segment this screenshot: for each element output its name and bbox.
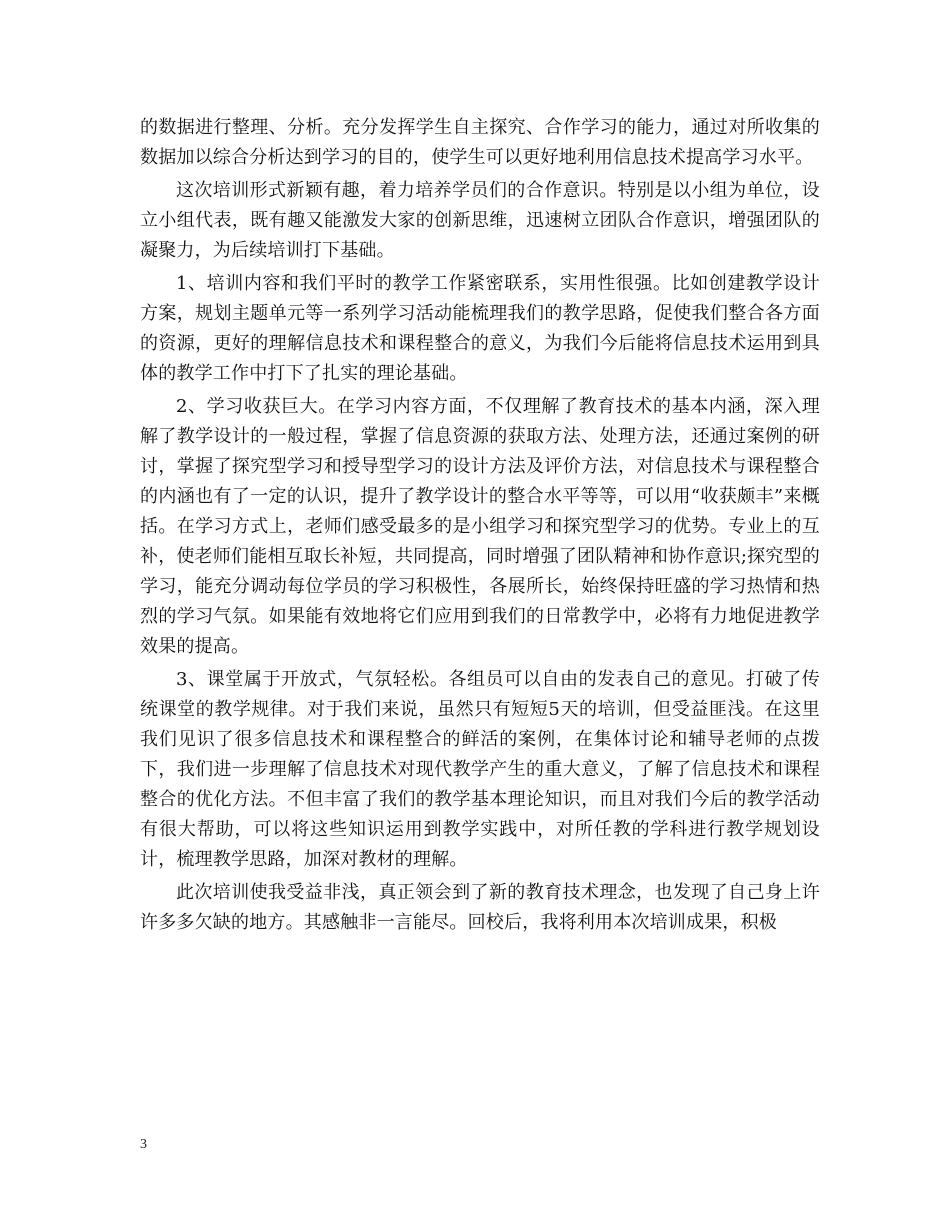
paragraph-2: 这次培训形式新颖有趣，着力培养学员们的合作意识。特别是以小组为单位，设立小组代表，既有趣又能激发大家的创新思维，迅速树立团队合作意识，增强团队的凝聚力，为后续培训打下基础。: [140, 180, 820, 261]
paragraph-3: 1、培训内容和我们平时的教学工作紧密联系，实用性很强。比如创建教学设计方案，规划主题单元等一系列学习活动能梳理我们的教学思路，促使我们整合各方面的资源，更好的理解信息技术和课程整合的意义，为我们今后能将信息技术运用到具体的教学工作中打下了扎实的理论基础。: [140, 273, 820, 384]
paragraph-4: 2、学习收获巨大。在学习内容方面，不仅理解了教育技术的基本内涵，深入理解了教学设计的一般过程，掌握了信息资源的获取方法、处理方法，还通过案例的研讨，掌握了探究型学习和授导型学习的设计方法及评价方法，对信息技术与课程整合的内涵也有了一定的认识，提升了教学设计的整合水平等等，可以用“收获颇丰”来概括。在学习方式上，老师们感受最多的是小组学习和探究型学习的优势。专业上的互补，使老师们能相互取长补短，共同提高，同时增强了团队精神和协作意识;探究型的学习，能充分调动每位学员的学习积极性，各展所长，始终保持旺盛的学习热情和热烈的学习气氛。如果能有效地将它们应用到我们的日常教学中，必将有力地促进教学效果的提高。: [140, 396, 820, 657]
paragraph-5: 3、课堂属于开放式，气氛轻松。各组员可以自由的发表自己的意见。打破了传统课堂的教学规律。对于我们来说，虽然只有短短5天的培训，但受益匪浅。在这里我们见识了很多信息技术和课程整合的鲜活的案例，在集体讨论和辅导老师的点拨下，我们进一步理解了信息技术对现代教学产生的重大意义，了解了信息技术和课程整合的优化方法。不但丰富了我们的教学基本理论知识，而且对我们今后的教学活动有很大帮助，可以将这些知识运用到教学实践中，对所任教的学科进行教学规划设计，梳理教学思路，加深对教材的理解。: [140, 669, 820, 870]
paragraph-6: 此次培训使我受益非浅，真正领会到了新的教育技术理念，也发现了自己身上许许多多欠缺的地方。其感触非一言能尽。回校后，我将利用本次培训成果，积极: [140, 882, 820, 933]
page-number: 3: [140, 1137, 147, 1152]
document-body: [140, 113, 820, 941]
paragraph-1: 的数据进行整理、分析。充分发挥学生自主探究、合作学习的能力，通过对所收集的数据加以综合分析达到学习的目的，使学生可以更好地利用信息技术提高学习水平。: [140, 117, 820, 168]
